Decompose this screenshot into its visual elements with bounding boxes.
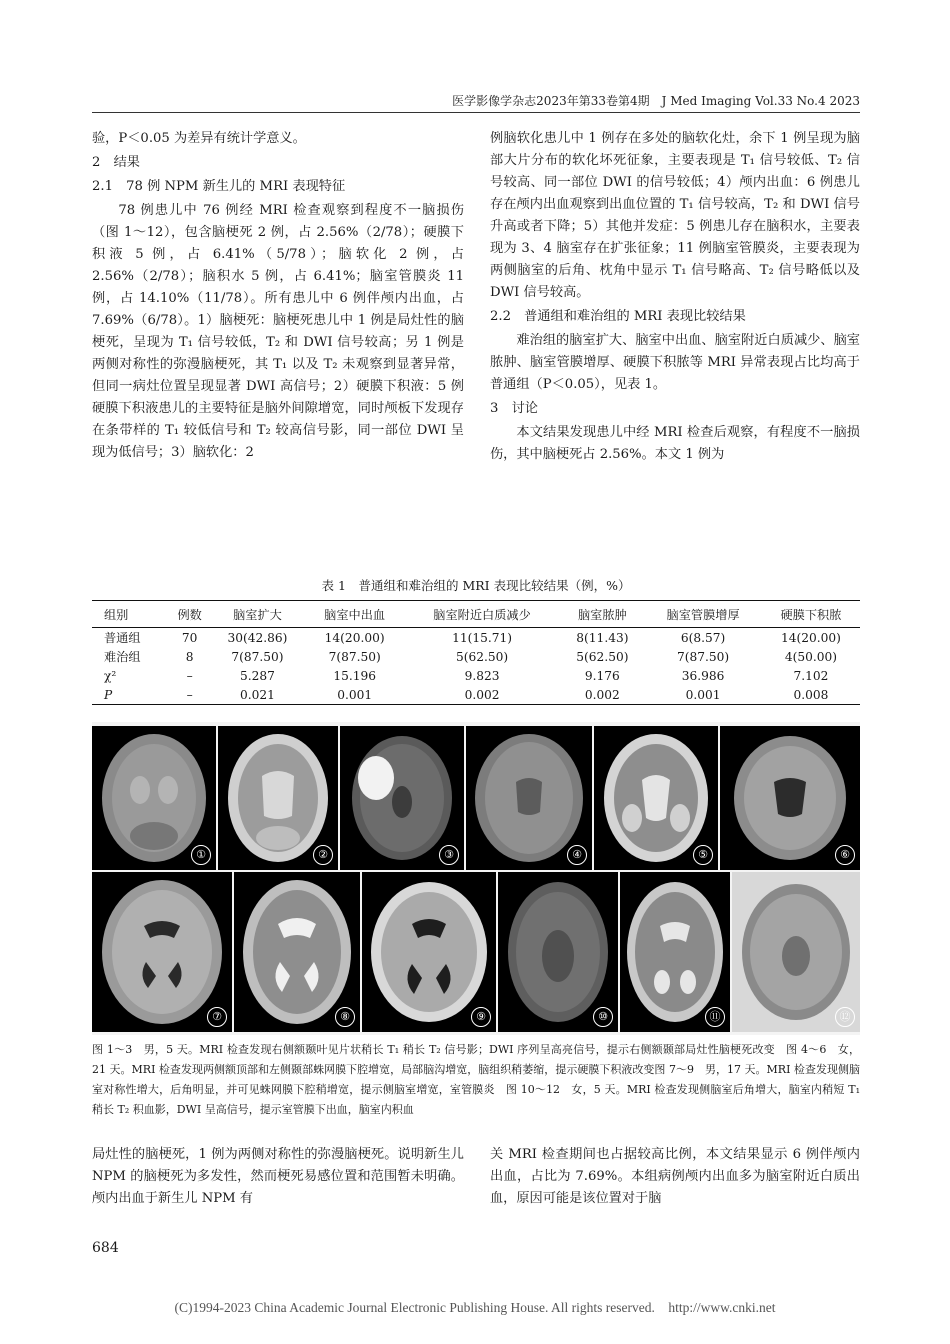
mri-panel-8: [234, 872, 360, 1032]
table-cell: 36.986: [681, 668, 725, 683]
mri-panel-3: [340, 726, 464, 870]
mri-panel-4: [466, 726, 592, 870]
panel-label: ⑧: [335, 1007, 355, 1027]
table-header: 脑室附近白质减少: [404, 601, 561, 628]
table-header: 脑室管膜增厚: [644, 601, 762, 628]
table-cell: 70: [181, 630, 198, 645]
section-heading-results: 2 结果: [92, 155, 140, 170]
paragraph-continued: 验，P＜0.05 为差异有统计学意义。: [92, 131, 306, 146]
table-title: 表 1 普通组和难治组的 MRI 表现比较结果（例，%）: [321, 578, 631, 593]
mri-figure: [92, 722, 860, 1035]
mri-panel-9: [362, 872, 496, 1032]
table-cell: 0.008: [762, 685, 860, 705]
comparison-paragraph: 难治组的脑室扩大、脑室中出血、脑室附近白质减少、脑室脓肿、脑室管膜增厚、硬膜下积脓等 MRI 异常表现占比均高于普通组（P＜0.05），见表 1。: [490, 333, 860, 392]
table-row: [92, 647, 860, 666]
mri-panel-7: [92, 872, 232, 1032]
results-table: [92, 600, 860, 705]
table-cell: 9.823: [464, 668, 500, 683]
table-cell: 14(20.00): [780, 630, 841, 645]
mri-panel-5: [594, 726, 718, 870]
table-cell: 0.001: [306, 685, 404, 705]
discussion-paragraph: 本文结果发现患儿中经 MRI 检查后观察，有程度不一脑损伤，其中脑梗死占 2.56%。本文 1 例为: [490, 425, 860, 462]
table-cell: –: [186, 668, 193, 683]
table-cell: –: [170, 685, 209, 705]
table-cell: 0.002: [404, 685, 561, 705]
discussion-paragraph-continued: 局灶性的脑梗死，1 例为两侧对称性的弥漫脑梗死。说明新生儿 NPM 的脑梗死为多发性，然而梗死易感位置和范围暂未明确。颅内出血于新生儿 NPM 有: [92, 1147, 464, 1206]
mri-panel-11: [620, 872, 730, 1032]
table-header: 脑室中出血: [306, 601, 404, 628]
page-number: 684: [92, 1240, 119, 1256]
table-cell: 8(11.43): [576, 630, 629, 645]
panel-label: ④: [567, 845, 587, 865]
table-cell: 6(8.57): [680, 630, 726, 645]
panel-label: ⑪: [705, 1007, 725, 1027]
table-row: [92, 685, 860, 705]
table-cell: 15.196: [333, 668, 376, 683]
running-header: 医学影像学杂志2023年第33卷第4期 J Med Imaging Vol.33 No.4 2023: [452, 94, 860, 108]
table-cell: χ²: [104, 668, 117, 683]
table-cell: 4(50.00): [784, 649, 838, 664]
table-cell: 0.021: [209, 685, 305, 705]
table-cell: 14(20.00): [324, 630, 385, 645]
mri-panel-2: [218, 726, 338, 870]
table-row: [92, 666, 860, 685]
table-cell: 5(62.50): [576, 649, 629, 664]
results-paragraph: 78 例患儿中 76 例经 MRI 检查观察到程度不一脑损伤（图 1～12），包含脑梗死 2 例，占 2.56%（2/78）；硬膜下积液 5 例，占 6.41%（5/78）；脑软化 2 例，占 2.56%（2/78）；脑积水 5 例，占 6.41%；脑室管膜炎 11 例，占 14.10%（11/78）。所有患儿中 6 例伴颅内出血，占 7.69%（6/78）。1）脑梗死：脑梗死患儿中 1 例是局灶性的脑梗死，呈现为 T₁ 信号较低，T₂ 和 DWI 信号较高；另 1 例是两侧对称性的弥漫脑梗死，其 T₁ 以及 T₂ 未观察到显著异常，但同一病灶位置呈现显著 DWI 高信号；2）硬膜下积液：5 例硬膜下积液患儿的主要特征是脑外间隙增宽，同时颅板下发现存在条带样的 T₁ 较低信号和 T₂ 较高信号影，同一部位 DWI 呈现为低信号；3）脑软化：2: [92, 203, 464, 460]
table-cell: 11(15.71): [452, 630, 512, 645]
bottom-right-column: [490, 1144, 860, 1210]
table-cell: 7(87.50): [328, 649, 381, 664]
table-cell: 5(62.50): [455, 649, 509, 664]
table-header: 硬膜下积脓: [762, 601, 860, 628]
right-column: [490, 128, 860, 466]
panel-label: ⑤: [693, 845, 713, 865]
panel-label: ⑫: [835, 1007, 855, 1027]
results-paragraph-continued: 例脑软化患儿中 1 例存在多处的脑软化灶，余下 1 例呈现为脑部大片分布的软化坏死征象，主要表现是 T₁ 信号较低、T₂ 信号较高、同一部位 DWI 的信号较低；4）颅内出血：6 例患儿存在颅内出血观察到出血位置的 T₁ 信号较高，T₂ 和 DWI 信号升高或者下降；5）其他并发症：5 例患儿存在脑积水，主要表现为 3、4 脑室存在扩张征象；11 例脑室管膜炎，主要表现为两侧脑室的后角、枕角中显示 T₁ 信号略高、T₂ 信号略低以及 DWI 信号较高。: [490, 131, 860, 300]
table-header-row: [92, 601, 860, 628]
table-header: 脑室脓肿: [560, 601, 644, 628]
subsection-heading-2-1: 2.1 78 例 NPM 新生儿的 MRI 表现特征: [92, 179, 346, 194]
section-heading-discussion: 3 讨论: [490, 401, 538, 416]
panel-label: ①: [191, 845, 211, 865]
figure-caption: 图 1～3 男，5 天。MRI 检查发现右侧额颞叶见片状稍长 T₁ 稍长 T₂ 信号影；DWI 序列呈高亮信号，提示右侧额颞部局灶性脑梗死改变 图 4～6 女，21 天。MRI 检查发现两侧额顶部和左侧颞部蛛网膜下腔增宽，局部脑沟增宽，脑组织稍萎缩，提示硬膜下积液改变图 7～9 男，17 天。MRI 检查发现侧脑室对称性增大，后角明显，并可见蛛网膜下腔稍增宽，提示侧脑室增宽，室管膜炎 图 10～12 女，5 天。MRI 检查发现侧脑室后角增大，脑室内稍短 T₁ 稍长 T₂ 积血影，DWI 呈高信号，提示室管膜下出血，脑室内积血: [92, 1043, 860, 1116]
mri-panel-1: [92, 726, 216, 870]
table-cell: 9.176: [584, 668, 620, 683]
panel-label: ②: [313, 845, 333, 865]
table-cell: 0.002: [560, 685, 644, 705]
table-cell: 7.102: [793, 668, 829, 683]
table-row: [92, 628, 860, 648]
panel-label: ⑩: [593, 1007, 613, 1027]
table-cell: 5.287: [240, 668, 275, 683]
panel-label: ⑨: [471, 1007, 491, 1027]
panel-label: ③: [439, 845, 459, 865]
copyright-footer: (C)1994-2023 China Academic Journal Electronic Publishing House. All rights reserved. http://www.cnki.net: [174, 1300, 776, 1315]
left-column: [92, 128, 464, 464]
table-cell: P: [92, 685, 170, 705]
table-header: 例数: [170, 601, 209, 628]
table-cell: 普通组: [104, 631, 141, 645]
header-rule: [92, 112, 860, 113]
table-cell: 7(87.50): [231, 649, 284, 664]
table-cell: 7(87.50): [677, 649, 730, 664]
table-header: 脑室扩大: [209, 601, 305, 628]
table-cell: 8: [185, 649, 194, 664]
bottom-left-column: [92, 1144, 464, 1210]
table-header: 组别: [92, 601, 170, 628]
mri-panel-6: [720, 726, 860, 870]
table-cell: 30(42.86): [227, 630, 288, 645]
mri-panel-10: [498, 872, 618, 1032]
table-cell: 难治组: [104, 650, 141, 664]
subsection-heading-2-2: 2.2 普通组和难治组的 MRI 表现比较结果: [490, 309, 746, 324]
panel-label: ⑦: [207, 1007, 227, 1027]
table-cell: 0.001: [644, 685, 762, 705]
panel-label: ⑥: [835, 845, 855, 865]
mri-panel-12: [732, 872, 860, 1032]
discussion-paragraph-continued: 关 MRI 检查期间也占据较高比例，本文结果显示 6 例伴颅内出血，占比为 7.69%。本组病例颅内出血多为脑室附近白质出血，原因可能是该位置对于脑: [490, 1147, 860, 1206]
